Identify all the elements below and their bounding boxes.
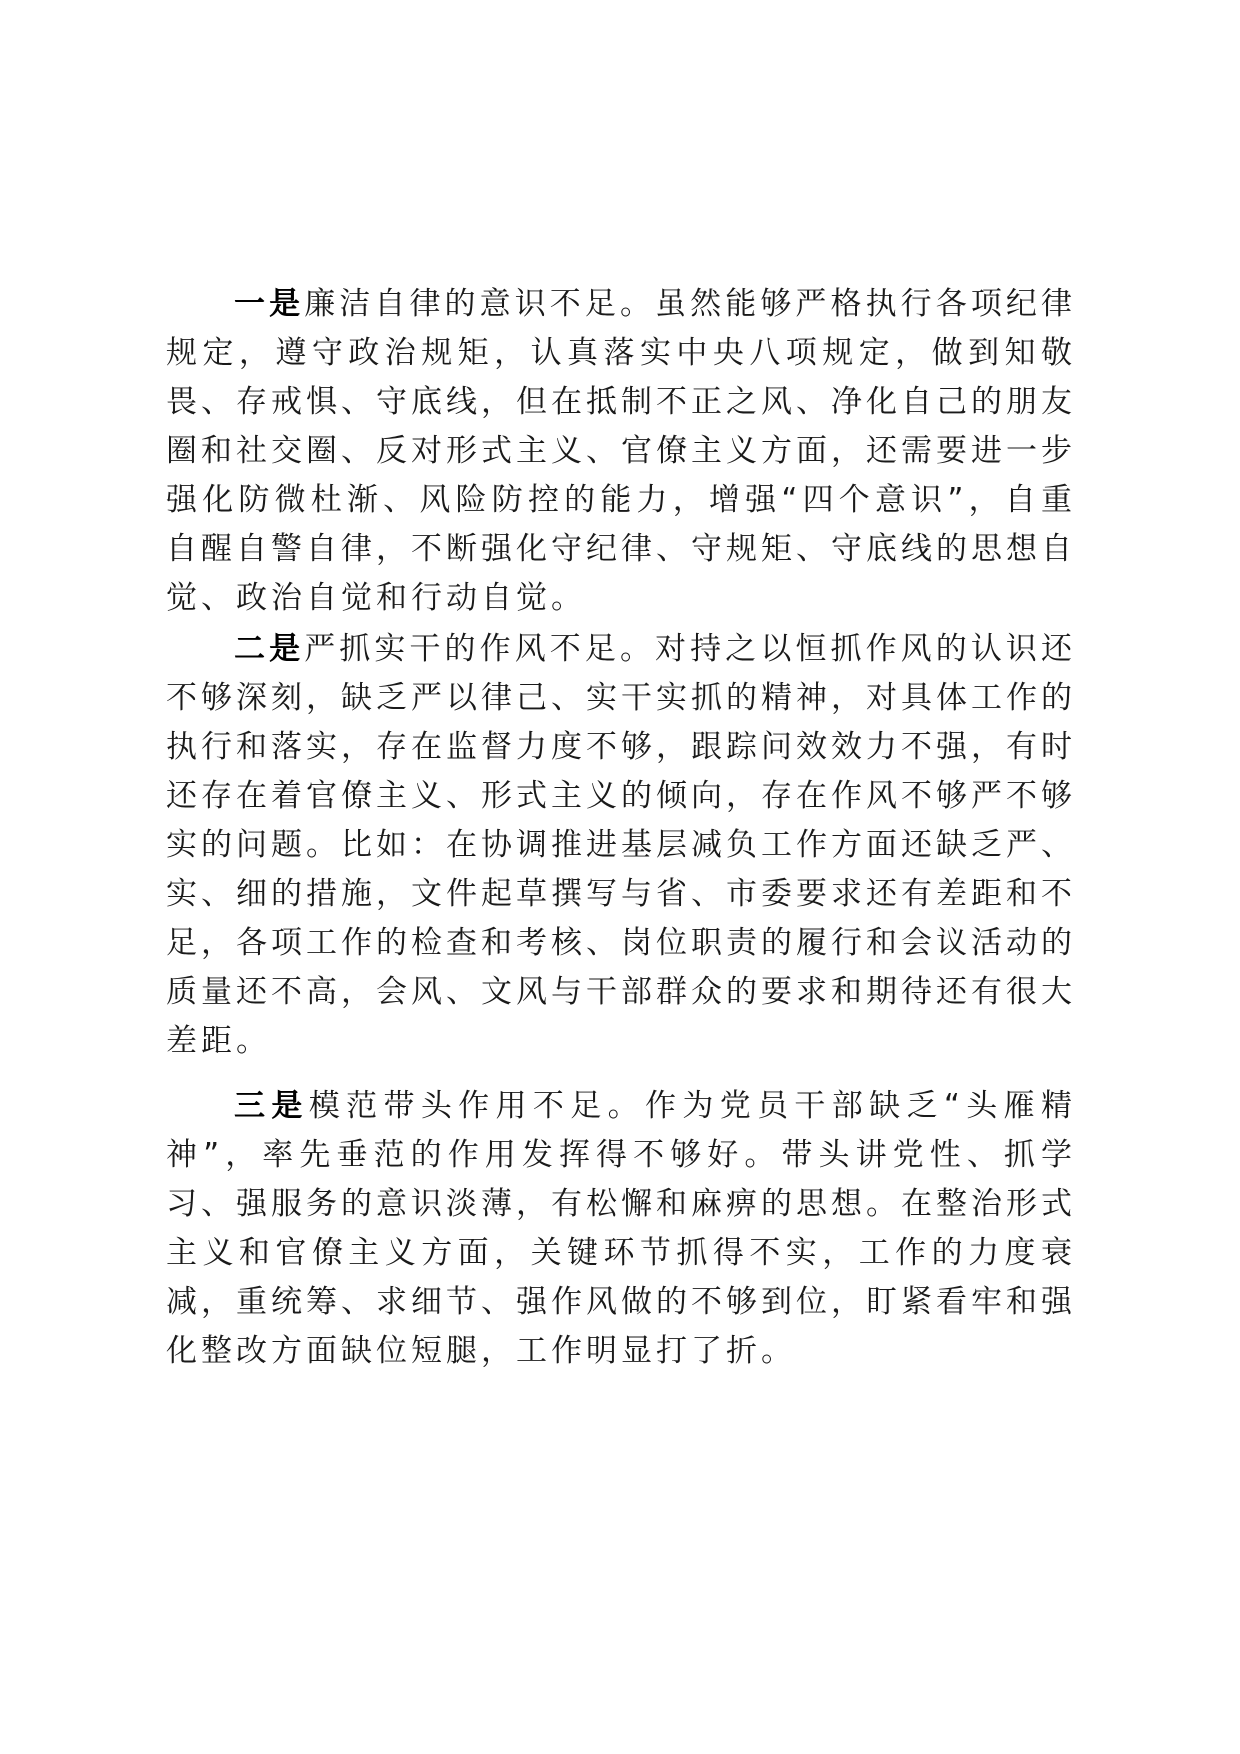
paragraph-3-text: 模范带头作用不足。作为党员干部缺乏“头雁精神”，率先垂范的作用发挥得不够好。带头讲党性、抓学习、强服务的意识淡薄，有松懈和麻痹的思想。在整治形式主义和官僚主义方面，关键环节抓得不实，工作的力度衰减，重统筹、求细节、强作风做的不够到位，盯紧看牢和强化整改方面缺位短腿，工作明显打了折。 — [166, 1088, 1077, 1369]
paragraph-1 — [166, 280, 1076, 623]
paragraph-2-text: 严抓实干的作风不足。对持之以恒抓作风的认识还不够深刻，缺乏严以律己、实干实抓的精神，对具体工作的执行和落实，存在监督力度不够，跟踪问效效力不强，有时还存在着官僚主义、形式主义的倾向，存在作风不够严不够实的问题。比如：在协调推进基层减负工作方面还缺乏严、实、细的措施，文件起草撰写与省、市委要求还有差距和不足，各项工作的检查和考核、岗位职责的履行和会议活动的质量还不高，会风、文风与干部群众的要求和期待还有很大差距。 — [166, 631, 1077, 1059]
paragraph-2 — [166, 625, 1076, 1066]
paragraph-1-text: 廉洁自律的意识不足。虽然能够严格执行各项纪律规定，遵守政治规矩，认真落实中央八项规定，做到知敬畏、存戒惧、守底线，但在抵制不正之风、净化自己的朋友圈和社交圈、反对形式主义、官僚主义方面，还需要进一步强化防微杜渐、风险防控的能力，增强“四个意识”，自重自醒自警自律，不断强化守纪律、守规矩、守底线的思想自觉、政治自觉和行动自觉。 — [166, 286, 1077, 616]
paragraph-2-lead: 二是 — [234, 631, 305, 667]
paragraph-1-lead: 一是 — [234, 286, 305, 322]
document-body — [166, 280, 1076, 1376]
paragraph-3 — [166, 1082, 1076, 1376]
paragraph-3-lead: 三是 — [234, 1088, 309, 1124]
